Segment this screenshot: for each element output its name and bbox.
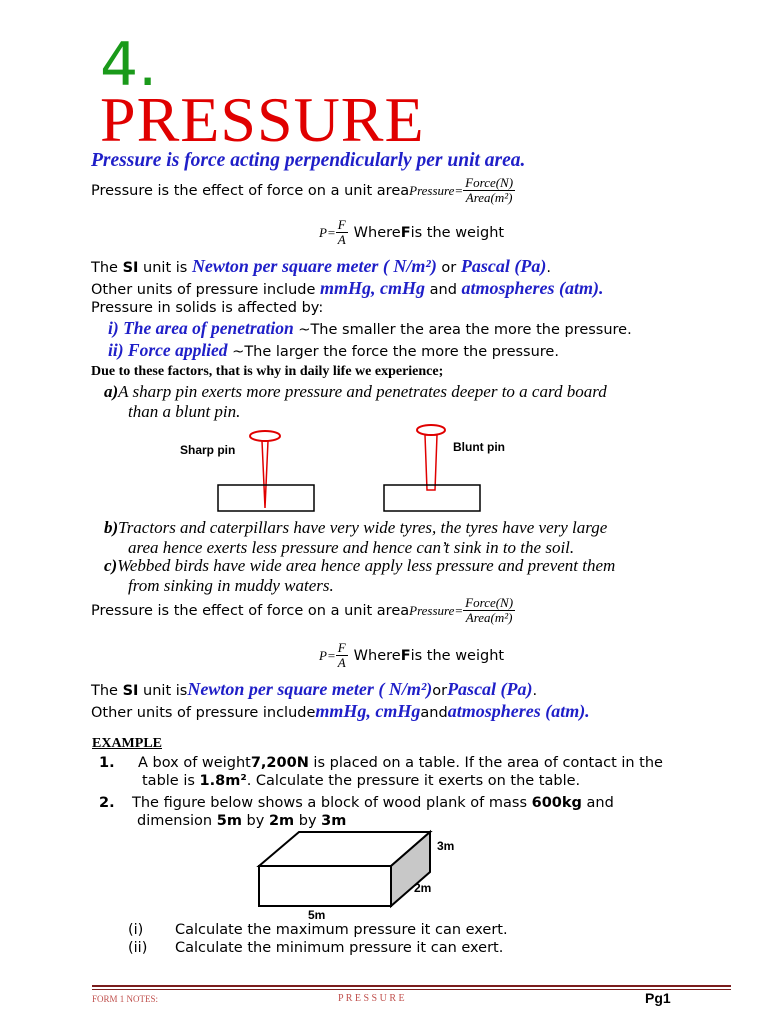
p2-l1c: and xyxy=(581,795,614,811)
factor-2-tilde: ~ xyxy=(227,344,245,360)
p1-l2c: . Calculate the pressure it exerts on the table. xyxy=(246,773,581,789)
p-lhs-2: P= xyxy=(319,647,336,663)
problem-2 xyxy=(99,794,614,830)
si-unit-line-1 xyxy=(91,256,551,277)
problem-1-num: 1. xyxy=(99,755,115,771)
p-denominator: A xyxy=(337,232,346,247)
p2-l2d: 2m xyxy=(268,813,295,829)
footer-page-number: Pg1 xyxy=(645,990,671,1006)
other-units-and: and xyxy=(425,282,462,298)
other-units-atm: atmospheres (atm). xyxy=(461,278,604,298)
si2-unit-newton: Newton per square meter ( N/m²) xyxy=(187,679,433,699)
si-unit-line-2 xyxy=(91,679,537,700)
formula-lhs: Pressure= xyxy=(409,182,464,198)
blunt-pin-label: Blunt pin xyxy=(453,440,505,454)
daily-b-letter: b) xyxy=(104,518,119,537)
si2-mid: unit is xyxy=(138,683,188,699)
formula-fraction xyxy=(463,176,515,205)
daily-c-line1: Webbed birds have wide area hence apply less pressure and prevent them xyxy=(117,556,616,575)
sharp-pin-icon xyxy=(250,431,280,508)
factor-1-text: The smaller the area the more the pressure. xyxy=(310,322,632,338)
si2-end: . xyxy=(532,683,538,699)
footer-left: FORM 1 NOTES: xyxy=(92,994,159,1004)
p2-l2f: 3m xyxy=(321,813,347,829)
other2-atm: atmospheres (atm). xyxy=(447,701,590,721)
other2-and: and xyxy=(420,705,448,721)
p2-l2c: by xyxy=(241,813,269,829)
p2-l1b: 600kg xyxy=(531,795,582,811)
daily-a-line1: A sharp pin exerts more pressure and penetrates deeper to a card board xyxy=(118,382,607,401)
daily-a-letter: a) xyxy=(104,382,119,401)
daily-example-b xyxy=(104,518,607,558)
factor-1-label: i) The area of penetration xyxy=(108,318,294,338)
factor-2 xyxy=(108,340,559,361)
si-mid: unit is xyxy=(138,260,192,276)
footer-rule-thin xyxy=(92,989,731,990)
factor-1 xyxy=(108,318,632,339)
p-numerator-2: F xyxy=(337,640,346,655)
wood-block-diagram xyxy=(255,828,455,918)
p2-l2b: 5m xyxy=(216,813,242,829)
subq-2-text: Calculate the minimum pressure it can exert. xyxy=(175,940,504,956)
p2-l2e: by xyxy=(294,813,322,829)
footer-rule-thick xyxy=(92,985,731,987)
si2-or: or xyxy=(432,683,448,699)
daily-a-line2: than a blunt pin. xyxy=(128,402,241,421)
block-height-label: 3m xyxy=(437,839,455,853)
pin-diagram xyxy=(210,424,510,514)
si-pre: The xyxy=(91,260,123,276)
si-unit-newton: Newton per square meter ( N/m²) xyxy=(191,256,437,276)
blunt-pin-icon xyxy=(417,425,445,490)
formula-pfa-1 xyxy=(319,218,504,247)
formula-numerator: Force(N) xyxy=(465,175,514,190)
formula-numerator-2: Force(N) xyxy=(465,595,514,610)
where-pre-2: Where xyxy=(353,647,401,664)
sharp-pin-label: Sharp pin xyxy=(180,443,236,457)
daily-b-line2: area hence exerts less pressure and hence can’t sink in to the soil. xyxy=(128,538,575,557)
si-or: or xyxy=(436,260,461,276)
daily-b-line1: Tractors and caterpillars have very wide tyres, the tyres have very large xyxy=(118,518,608,537)
other2-pre: Other units of pressure include xyxy=(91,705,316,721)
where-pre: Where xyxy=(353,224,401,241)
footer-center: P R E S S U R E xyxy=(338,993,405,1004)
si2-bold: SI xyxy=(122,683,139,699)
chapter-number: 4. xyxy=(100,30,158,100)
formula-denominator: Area(m²) xyxy=(465,190,513,205)
p1-l2a: table is xyxy=(142,773,200,789)
formula-line-2 xyxy=(91,596,515,625)
other-units-pre: Other units of pressure include xyxy=(91,282,321,298)
solids-intro: Pressure in solids is affected by: xyxy=(91,300,324,316)
where-post-2: is the weight xyxy=(410,647,505,664)
subq-2-num: (ii) xyxy=(128,940,148,956)
example-heading: EXAMPLE xyxy=(92,736,162,751)
subq-1-num: (i) xyxy=(128,922,144,938)
formula-line-1 xyxy=(91,176,515,205)
subq-1-text: Calculate the maximum pressure it can exert. xyxy=(175,922,508,938)
p-fraction xyxy=(336,218,348,247)
formula-text: Pressure is the effect of force on a unit area xyxy=(91,182,410,199)
p2-l2a: dimension xyxy=(137,813,217,829)
formula-lhs-2: Pressure= xyxy=(409,602,464,618)
factor-2-label: ii) Force applied xyxy=(108,340,228,360)
si-bold: SI xyxy=(122,260,139,276)
factor-2-text: The larger the force the more the pressure. xyxy=(244,344,559,360)
formula-text-2: Pressure is the effect of force on a unit area xyxy=(91,602,410,619)
where-bold-2: F xyxy=(400,647,411,664)
p2-l1a: The figure below shows a block of wood plank of mass xyxy=(132,795,532,811)
si2-pre: The xyxy=(91,683,123,699)
si2-unit-pascal: Pascal (Pa) xyxy=(447,679,533,699)
formula-pfa-2 xyxy=(319,641,504,670)
p1-l1a: A box of weight xyxy=(138,755,251,771)
other-units-mmhg: mmHg, cmHg xyxy=(320,278,426,298)
p-denominator-2: A xyxy=(337,655,346,670)
factor-1-tilde: ~ xyxy=(293,322,311,338)
formula-denominator-2: Area(m²) xyxy=(465,610,513,625)
where-bold: F xyxy=(400,224,411,241)
definition: Pressure is force acting perpendicularly per unit area. xyxy=(91,150,526,171)
problem-1 xyxy=(99,754,663,790)
daily-c-line2: from sinking in muddy waters. xyxy=(128,576,334,595)
p1-l1b: 7,200N xyxy=(250,755,309,771)
daily-example-a xyxy=(104,382,607,422)
subquestion-2 xyxy=(128,940,503,956)
p-numerator: F xyxy=(337,217,346,232)
p1-l1c: is placed on a table. If the area of contact in the xyxy=(308,755,663,771)
page-title: PRESSURE xyxy=(100,84,425,155)
block-front-face xyxy=(259,866,391,906)
other2-mmhg: mmHg, cmHg xyxy=(315,701,421,721)
p-lhs: P= xyxy=(319,224,336,240)
due-heading: Due to these factors, that is why in daily life we experience; xyxy=(91,364,444,379)
daily-example-c xyxy=(104,556,615,596)
where-post: is the weight xyxy=(410,224,505,241)
subquestion-1 xyxy=(128,922,508,938)
p1-l2b: 1.8m² xyxy=(199,773,247,789)
p-fraction-2 xyxy=(336,641,348,670)
daily-c-letter: c) xyxy=(104,556,118,575)
si-unit-pascal: Pascal (Pa) xyxy=(460,256,547,276)
block-length-label: 5m xyxy=(308,908,326,922)
block-depth-label: 2m xyxy=(414,881,432,895)
formula-fraction-2 xyxy=(463,596,515,625)
other-units-line-1 xyxy=(91,278,604,299)
problem-2-num: 2. xyxy=(99,795,115,811)
other-units-line-2 xyxy=(91,701,590,722)
card-board-2 xyxy=(384,485,480,511)
si-end: . xyxy=(546,260,551,276)
